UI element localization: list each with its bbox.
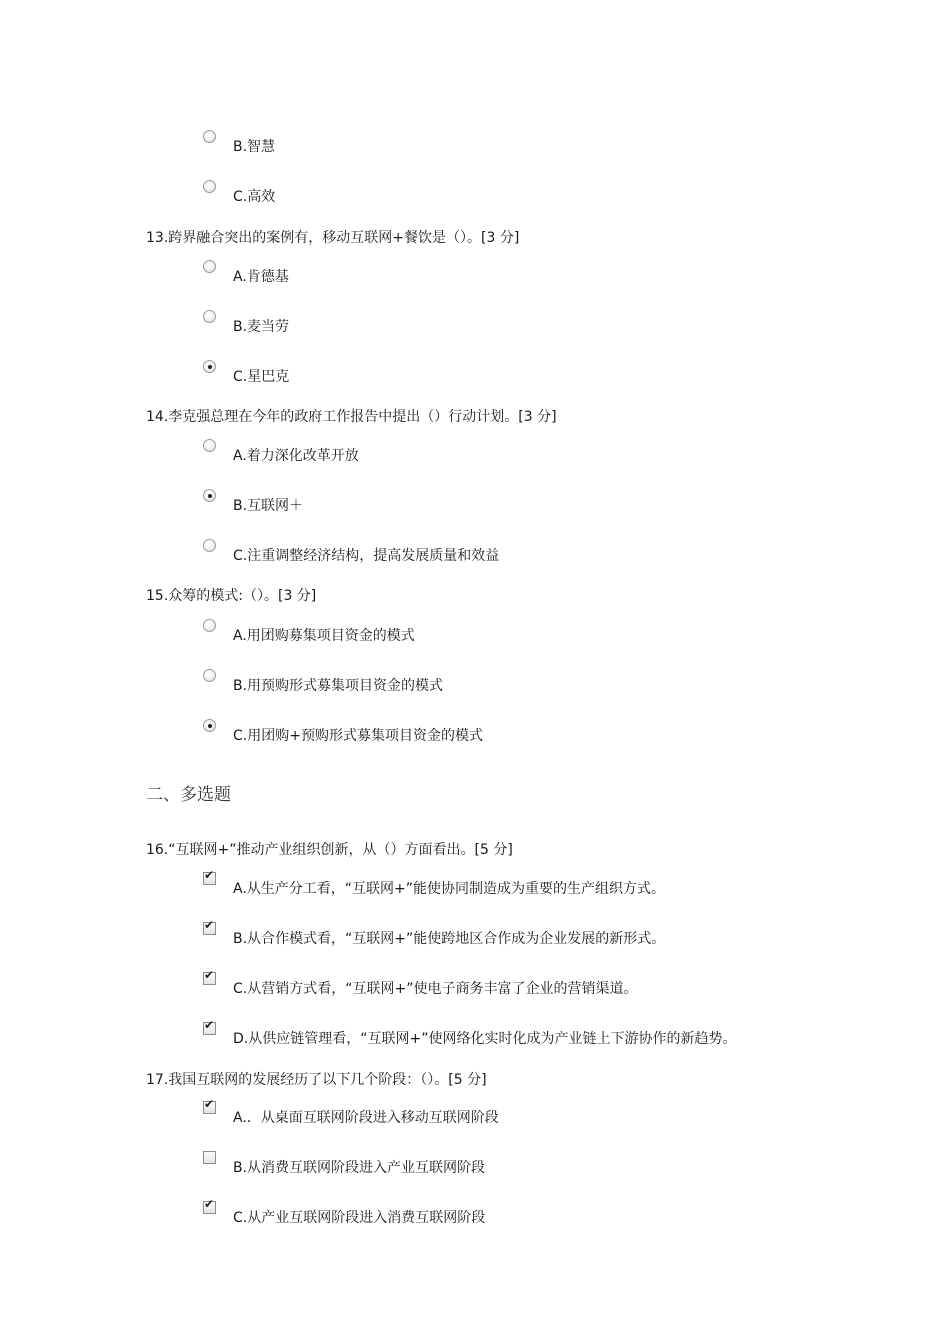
option-16-a[interactable]: [203, 868, 903, 897]
option-label: C.星巴克: [233, 369, 290, 385]
radio-button-icon[interactable]: [203, 260, 216, 273]
option-15-c[interactable]: [203, 719, 903, 744]
check-mark-icon: ✔: [204, 1197, 215, 1211]
radio-button-icon[interactable]: [203, 130, 216, 143]
option-label: B.从消费互联网阶段进入产业互联网阶段: [233, 1160, 486, 1176]
checkbox-checked-icon[interactable]: [203, 918, 216, 935]
option-label: A.从生产分工看，“互联网+”能使协同制造成为重要的生产组织方式。: [233, 881, 666, 897]
radio-button-selected-icon[interactable]: [203, 719, 216, 732]
option-16-b[interactable]: [203, 918, 903, 947]
option-13-b[interactable]: [203, 310, 903, 335]
check-mark-icon: ✔: [204, 918, 215, 932]
checkbox-checked-icon[interactable]: [203, 1018, 216, 1035]
check-mark-icon: ✔: [204, 1018, 215, 1032]
radio-button-icon[interactable]: [203, 439, 216, 452]
check-mark-icon: ✔: [204, 1097, 215, 1111]
option-label: A.用团购募集项目资金的模式: [233, 628, 415, 644]
radio-button-selected-icon[interactable]: [203, 360, 216, 373]
radio-dot-icon: [208, 494, 212, 498]
option-label: B.智慧: [233, 139, 276, 155]
option-label: D.从供应链管理看，“互联网+”使网络化实时化成为产业链上下游协作的新趋势。: [233, 1031, 737, 1047]
checkbox-checked-icon[interactable]: [203, 1097, 216, 1114]
option-label: C.注重调整经济结构，提高发展质量和效益: [233, 548, 500, 564]
option-14-c[interactable]: [203, 539, 903, 564]
checkbox-icon[interactable]: [203, 1151, 216, 1164]
question-15: 15.众筹的模式:（）。[3 分]: [146, 588, 317, 604]
option-17-b[interactable]: [203, 1151, 903, 1176]
checkbox-checked-icon[interactable]: [203, 1197, 216, 1214]
option-15-b[interactable]: [203, 669, 903, 694]
option-prev-b[interactable]: [203, 130, 903, 155]
option-label: B.从合作模式看，“互联网+”能使跨地区合作成为企业发展的新形式。: [233, 931, 666, 947]
radio-dot-icon: [208, 724, 212, 728]
option-13-a[interactable]: [203, 260, 903, 285]
radio-button-icon[interactable]: [203, 539, 216, 552]
option-label: C.从产业互联网阶段进入消费互联网阶段: [233, 1210, 486, 1226]
question-16: 16.“互联网+”推动产业组织创新，从（）方面看出。[5 分]: [146, 842, 513, 858]
option-label: C.用团购+预购形式募集项目资金的模式: [233, 728, 483, 744]
checkbox-checked-icon[interactable]: [203, 868, 216, 885]
radio-button-icon[interactable]: [203, 669, 216, 682]
option-14-b[interactable]: [203, 489, 903, 514]
check-mark-icon: ✔: [204, 968, 215, 982]
question-14: 14.李克强总理在今年的政府工作报告中提出（）行动计划。[3 分]: [146, 409, 557, 425]
option-15-a[interactable]: [203, 619, 903, 644]
option-label: A.肯德基: [233, 269, 289, 285]
option-17-a[interactable]: [203, 1097, 903, 1126]
option-label: A.着力深化改革开放: [233, 448, 359, 464]
option-label: B.互联网＋: [233, 498, 304, 514]
option-17-c[interactable]: [203, 1197, 903, 1226]
option-label: C.从营销方式看，“互联网+”使电子商务丰富了企业的营销渠道。: [233, 981, 638, 997]
checkbox-checked-icon[interactable]: [203, 968, 216, 985]
option-13-c[interactable]: [203, 360, 903, 385]
section-title: 二、多选题: [146, 785, 231, 805]
question-17: 17.我国互联网的发展经历了以下几个阶段：（）。[5 分]: [146, 1072, 487, 1088]
check-mark-icon: ✔: [204, 868, 215, 882]
option-label: B.麦当劳: [233, 319, 290, 335]
option-label: C.高效: [233, 189, 276, 205]
option-16-d[interactable]: [203, 1018, 903, 1047]
option-16-c[interactable]: [203, 968, 903, 997]
option-14-a[interactable]: [203, 439, 903, 464]
option-label: A.．从桌面互联网阶段进入移动互联网阶段: [233, 1110, 499, 1126]
option-label: B.用预购形式募集项目资金的模式: [233, 678, 444, 694]
radio-button-selected-icon[interactable]: [203, 489, 216, 502]
radio-button-icon[interactable]: [203, 180, 216, 193]
radio-button-icon[interactable]: [203, 310, 216, 323]
question-13: 13.跨界融合突出的案例有，移动互联网+餐饮是（）。[3 分]: [146, 230, 520, 246]
option-prev-c[interactable]: [203, 180, 903, 205]
radio-dot-icon: [208, 365, 212, 369]
radio-button-icon[interactable]: [203, 619, 216, 632]
